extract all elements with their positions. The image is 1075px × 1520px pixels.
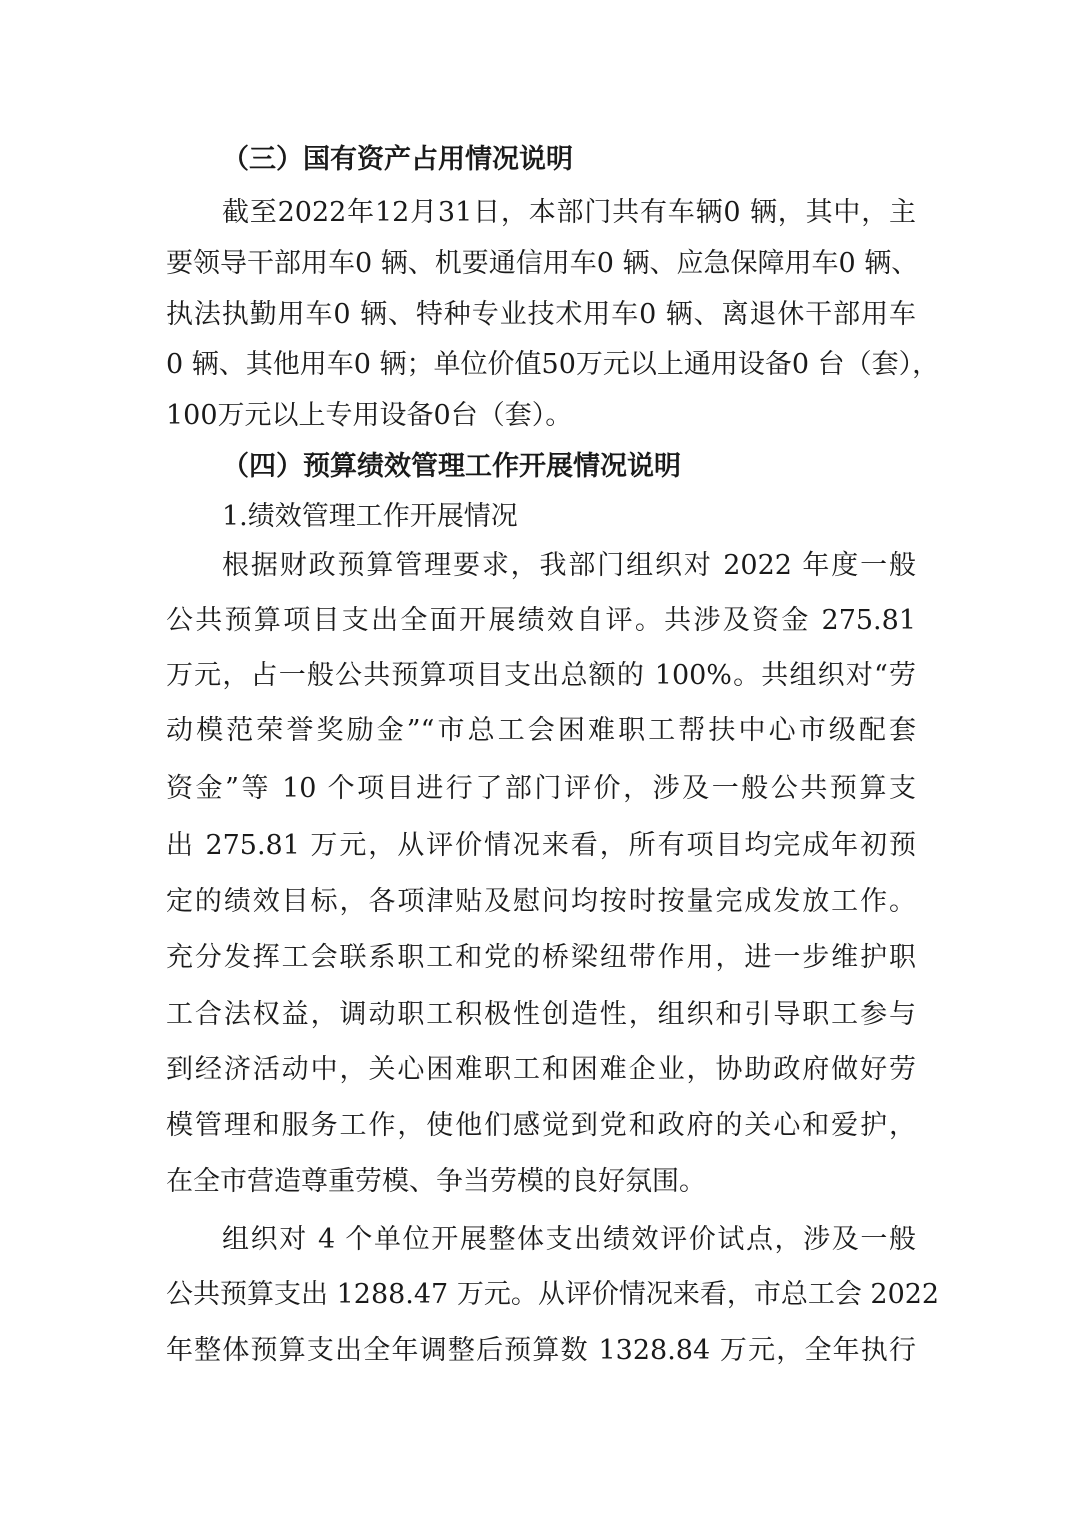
para1-line-5: 资金”等 10 个项目进行了部门评价，涉及一般公共预算支 [166, 773, 916, 804]
section3-line-1: 截至2022年12月31日，本部门共有车辆0 辆，其中，主 [222, 197, 916, 228]
para1-line-10: 到经济活动中，关心困难职工和困难企业，协助政府做好劳 [166, 1054, 916, 1085]
para1-line-8: 充分发挥工会联系职工和党的桥梁纽带作用，进一步维护职 [166, 942, 916, 973]
para1-line-3: 万元，占一般公共预算项目支出总额的 100%。共组织对“劳 [166, 660, 916, 691]
section3-line-5: 100万元以上专用设备0台（套）。 [166, 400, 573, 431]
para1-line-7: 定的绩效目标，各项津贴及慰问均按时按量完成发放工作。 [166, 886, 916, 917]
para2-line-1: 组织对 4 个单位开展整体支出绩效评价试点，涉及一般 [222, 1224, 916, 1255]
section3-line-3: 执法执勤用车0 辆、特种专业技术用车0 辆、离退休干部用车 [166, 299, 916, 330]
para1-line-9: 工合法权益，调动职工积极性创造性，组织和引导职工参与 [166, 999, 916, 1030]
section4-subheading: 1.绩效管理工作开展情况 [222, 501, 518, 532]
section3-line-2: 要领导干部用车0 辆、机要通信用车0 辆、应急保障用车0 辆、 [166, 248, 919, 279]
section3-heading: （三）国有资产占用情况说明 [222, 144, 573, 175]
para1-line-2: 公共预算项目支出全面开展绩效自评。共涉及资金 275.81 [166, 605, 916, 636]
para1-line-6: 出 275.81 万元，从评价情况来看，所有项目均完成年初预 [166, 830, 916, 861]
para1-line-4: 动模范荣誉奖励金”“市总工会困难职工帮扶中心市级配套 [166, 715, 916, 746]
para1-line-12: 在全市营造尊重劳模、争当劳模的良好氛围。 [166, 1166, 706, 1197]
section4-heading: （四）预算绩效管理工作开展情况说明 [222, 451, 681, 482]
para1-line-11: 模管理和服务工作，使他们感觉到党和政府的关心和爱护， [166, 1110, 916, 1141]
para2-line-3: 年整体预算支出全年调整后预算数 1328.84 万元，全年执行 [166, 1335, 916, 1366]
para2-line-2: 公共预算支出 1288.47 万元。从评价情况来看，市总工会 2022 [166, 1279, 940, 1310]
section3-line-4: 0 辆、其他用车0 辆；单位价值50万元以上通用设备0 台（套）， [166, 349, 940, 380]
para1-line-1: 根据财政预算管理要求，我部门组织对 2022 年度一般 [222, 550, 916, 581]
